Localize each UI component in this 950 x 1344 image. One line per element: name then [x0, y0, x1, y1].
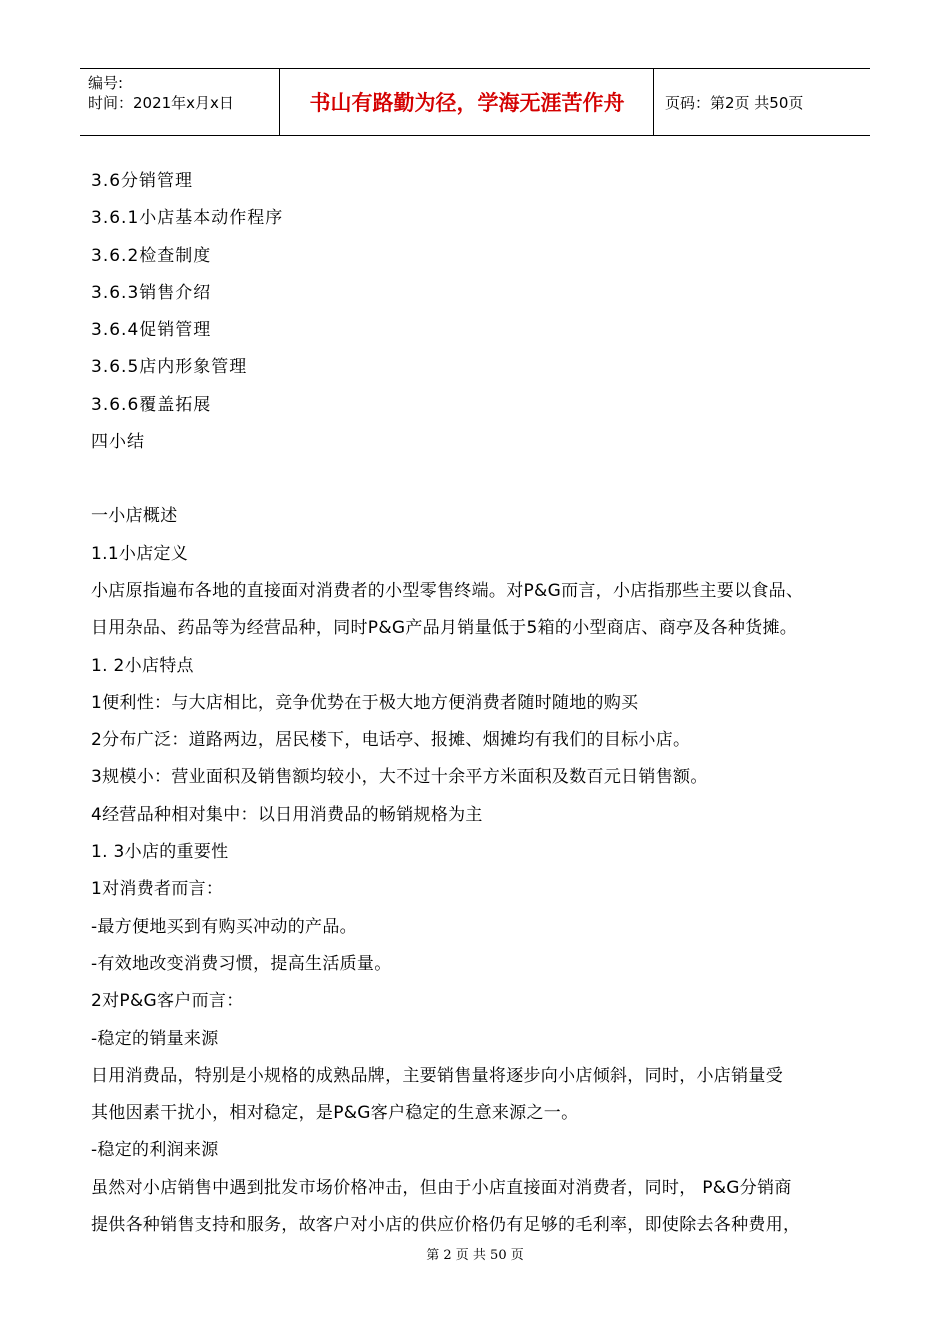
number-label: 编号: [88, 74, 124, 92]
paragraph-line: 2分布广泛：道路两边，居民楼下，电话亭、报摊、烟摊均有我们的目标小店。 [91, 730, 691, 751]
time-label: 时间：2021年x月x日 [88, 94, 234, 112]
toc-item: 3.6分销管理 [91, 171, 194, 191]
toc-item: 3.6.2检查制度 [91, 245, 212, 266]
section-heading: 一小店概述 [91, 506, 178, 527]
paragraph-line: 日用杂品、药品等为经营品种，同时P&G产品月销量低于5箱的小型商店、商亭及各种货摊。 [91, 618, 798, 639]
paragraph-line: 提供各种销售支持和服务，故客户对小店的供应价格仍有足够的毛利率，即使除去各种费用， [91, 1215, 801, 1236]
paragraph-line: 1对消费者而言： [91, 879, 224, 900]
spacer [91, 461, 881, 498]
paragraph-line: 日用消费品，特别是小规格的成熟品牌，主要销售量将逐步向小店倾斜，同时，小店销量受 [91, 1065, 783, 1086]
subsection-heading: 1. 3小店的重要性 [91, 842, 229, 863]
toc-item: 3.6.5店内形象管理 [91, 357, 248, 378]
toc-item: 3.6.1小店基本动作程序 [91, 208, 284, 229]
header-page-info: 页码：第2页 共50页 [665, 93, 804, 112]
paragraph-line: -稳定的利润来源 [91, 1140, 219, 1161]
toc-item: 3.6.4促销管理 [91, 320, 212, 341]
document-body [91, 163, 881, 1244]
paragraph-line: -最方便地买到有购买冲动的产品。 [91, 916, 357, 937]
paragraph-line: -有效地改变消费习惯，提高生活质量。 [91, 953, 392, 974]
page-footer: 第 2 页 共 50 页 [426, 1248, 524, 1263]
paragraph-line: 3规模小：营业面积及销售额均较小，大不过十余平方米面积及数百元日销售额。 [91, 767, 708, 788]
header-motto: 书山有路勤为径，学海无涯苦作舟 [281, 69, 654, 135]
paragraph-line: 4经营品种相对集中：以日用消费品的畅销规格为主 [91, 804, 483, 825]
paragraph-line: -稳定的销量来源 [91, 1028, 219, 1049]
paragraph-line: 2对P&G客户而言： [91, 991, 244, 1012]
page-header [80, 68, 870, 136]
paragraph-line: 小店原指遍布各地的直接面对消费者的小型零售终端。对P&G而言，小店指那些主要以食品、 [91, 580, 804, 601]
paragraph-line: 其他因素干扰小，相对稳定，是P&G客户稳定的生意来源之一。 [91, 1103, 579, 1124]
toc-item: 3.6.6覆盖拓展 [91, 394, 212, 415]
toc-item: 3.6.3销售介绍 [91, 282, 212, 303]
toc-item: 四小结 [91, 432, 145, 453]
subsection-heading: 1. 2小店特点 [91, 655, 194, 676]
header-meta [80, 69, 280, 135]
paragraph-line: 1便利性：与大店相比，竞争优势在于极大地方便消费者随时随地的购买 [91, 692, 639, 713]
paragraph-line: 虽然对小店销售中遇到批发市场价格冲击，但由于小店直接面对消费者，同时， P&G分销商 [91, 1177, 792, 1198]
subsection-heading: 1.1小店定义 [91, 543, 189, 564]
